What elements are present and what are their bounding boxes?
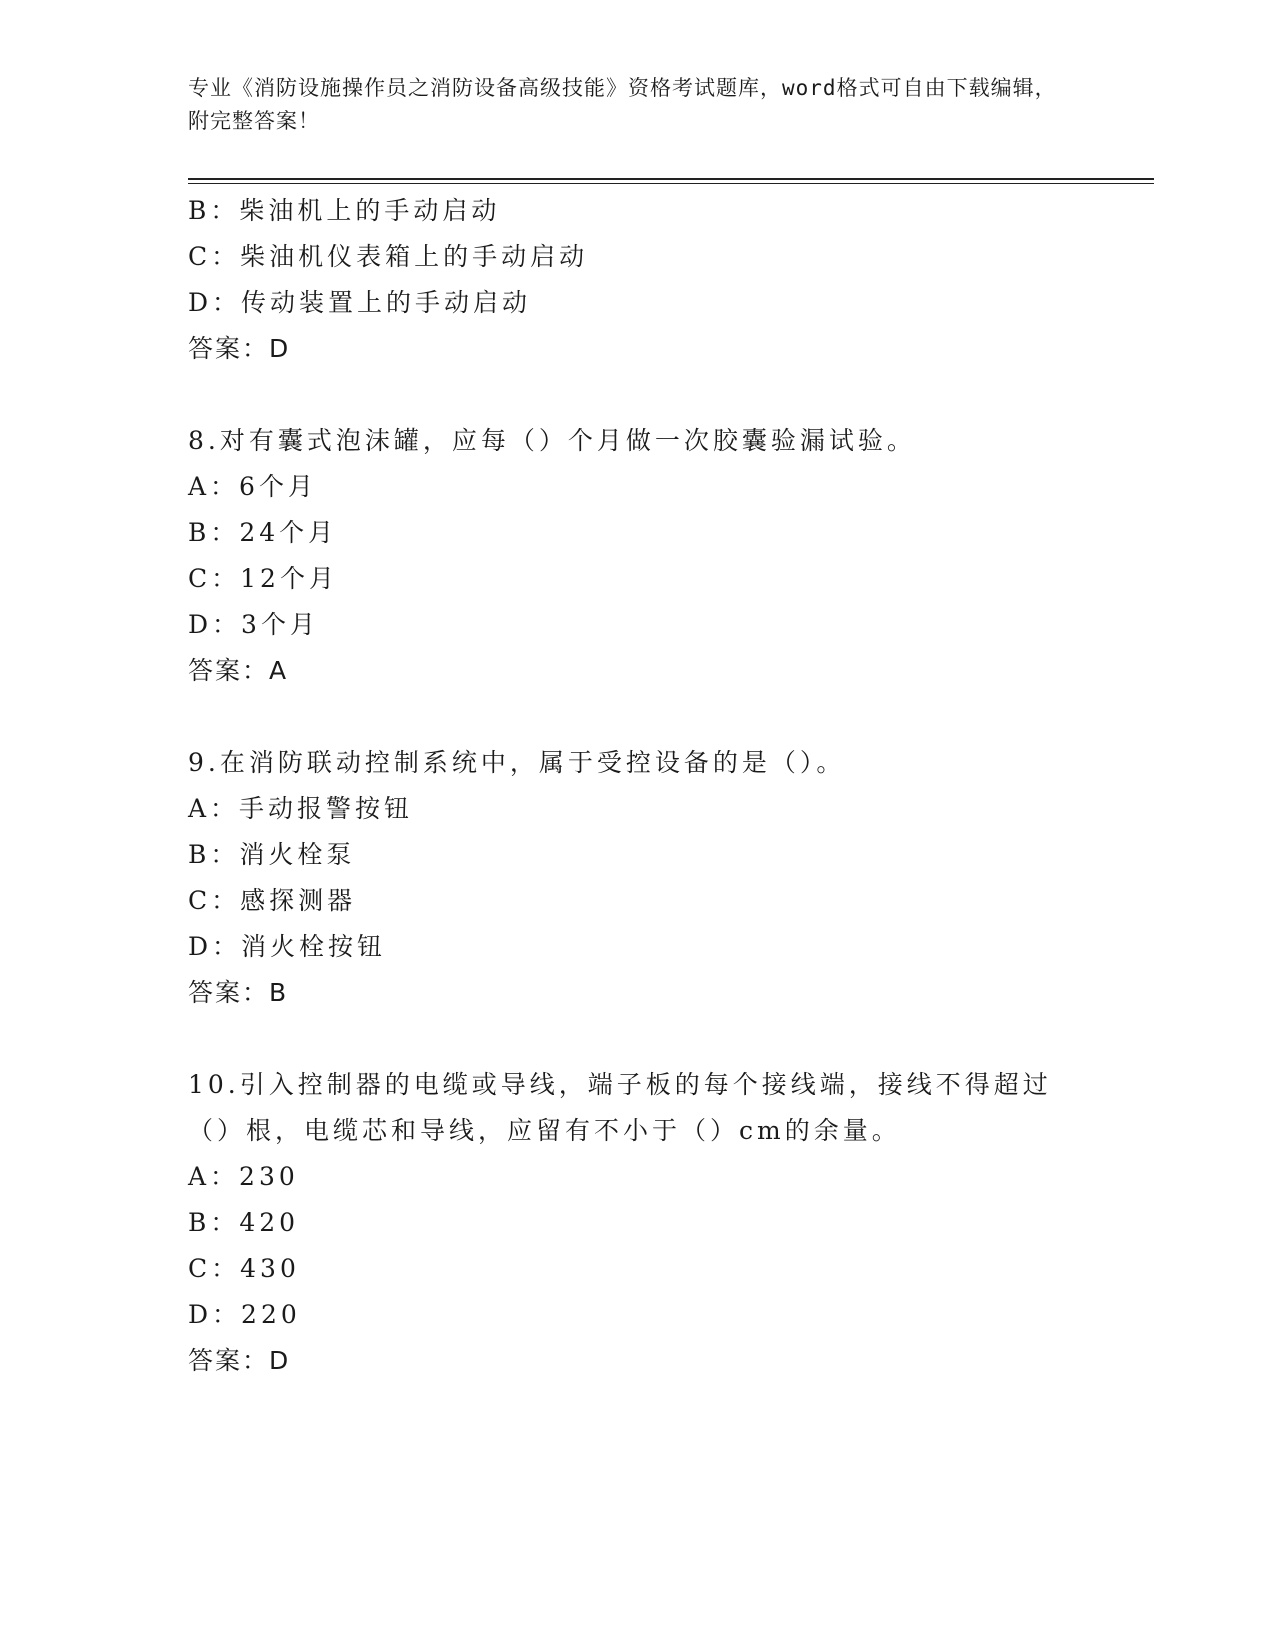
question-list <box>188 188 1088 1384</box>
option-c: C：感探测器 <box>188 886 357 915</box>
option-c: C：12个月 <box>188 564 338 593</box>
question-stem: 9.在消防联动控制系统中，属于受控设备的是（）。 <box>188 748 846 777</box>
option-b: B：柴油机上的手动启动 <box>188 196 501 225</box>
option-a: A：手动报警按钮 <box>188 794 414 823</box>
option-b: B：24个月 <box>188 518 338 547</box>
option-b: B：420 <box>188 1208 300 1237</box>
question-9 <box>188 740 1088 1016</box>
option-c: C：430 <box>188 1254 300 1283</box>
option-d: D：消火栓按钮 <box>188 932 387 961</box>
header-divider-thin <box>188 183 1154 184</box>
spacer <box>188 694 1088 740</box>
option-a: A：6个月 <box>188 472 317 501</box>
document-header: 专业《消防设施操作员之消防设备高级技能》资格考试题库，word格式可自由下载编辑，附完整答案！ <box>188 76 1057 133</box>
option-d: D：220 <box>188 1300 301 1329</box>
option-b: B：消火栓泵 <box>188 840 356 869</box>
option-c: C：柴油机仪表箱上的手动启动 <box>188 242 589 271</box>
option-d: D：3个月 <box>188 610 319 639</box>
question-stem: 10.引入控制器的电缆或导线，端子板的每个接线端，接线不得超过（）根，电缆芯和导线，应留有不小于（）cm的余量。 <box>188 1070 1052 1145</box>
question-10 <box>188 1062 1088 1384</box>
header-divider-thick <box>188 178 1154 180</box>
option-d: D：传动装置上的手动启动 <box>188 288 532 317</box>
spacer <box>188 372 1088 418</box>
spacer <box>188 1016 1088 1062</box>
answer-line: 答案：B <box>188 978 289 1007</box>
partial-question <box>188 188 1088 372</box>
question-8 <box>188 418 1088 694</box>
question-stem: 8.对有囊式泡沫罐，应每（）个月做一次胶囊验漏试验。 <box>188 426 916 455</box>
answer-line: 答案：A <box>188 656 289 685</box>
answer-line: 答案：D <box>188 334 291 363</box>
answer-line: 答案：D <box>188 1346 291 1375</box>
option-a: A：230 <box>188 1162 299 1191</box>
